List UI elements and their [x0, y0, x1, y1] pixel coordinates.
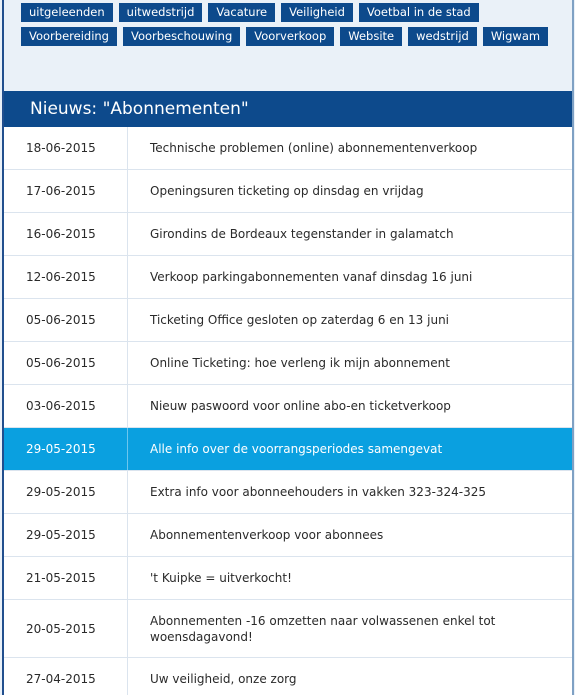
- news-date: 29-05-2015: [4, 428, 128, 470]
- news-row[interactable]: [4, 299, 572, 342]
- news-title-link[interactable]: Ticketing Office gesloten op zaterdag 6 en 13 juni: [150, 313, 450, 327]
- news-date: 05-06-2015: [4, 299, 128, 341]
- tag-link[interactable]: Voorbereiding: [21, 27, 117, 46]
- news-row-selected[interactable]: [4, 428, 572, 471]
- news-date: 12-06-2015: [4, 256, 128, 298]
- news-date: 16-06-2015: [4, 213, 128, 255]
- tag-cloud: [21, 3, 561, 51]
- news-title-link[interactable]: Verkoop parkingabonnementen vanaf dinsdag 16 juni: [150, 270, 473, 284]
- news-title-link[interactable]: Technische problemen (online) abonnementenverkoop: [150, 141, 478, 155]
- tag-link[interactable]: Wigwam: [483, 27, 548, 46]
- tag-link[interactable]: uitgeleenden: [21, 3, 113, 22]
- tag-link[interactable]: Voorbeschouwing: [123, 27, 240, 46]
- news-row[interactable]: [4, 342, 572, 385]
- news-date: 21-05-2015: [4, 557, 128, 599]
- tag-link[interactable]: Veiligheid: [281, 3, 353, 22]
- news-date: 03-06-2015: [4, 385, 128, 427]
- news-row[interactable]: [4, 557, 572, 600]
- tag-link[interactable]: Voetbal in de stad: [359, 3, 479, 22]
- news-title-link[interactable]: Uw veiligheid, onze zorg: [150, 672, 297, 686]
- tag-link[interactable]: Vacature: [208, 3, 275, 22]
- news-row[interactable]: [4, 471, 572, 514]
- news-row[interactable]: [4, 514, 572, 557]
- news-date: 17-06-2015: [4, 170, 128, 212]
- news-title-link[interactable]: 't Kuipke = uitverkocht!: [150, 571, 292, 585]
- news-date: 29-05-2015: [4, 514, 128, 556]
- tag-link[interactable]: wedstrijd: [408, 27, 477, 46]
- tag-row-1: [21, 3, 561, 22]
- news-title-link[interactable]: Girondins de Bordeaux tegenstander in galamatch: [150, 227, 454, 241]
- tag-link[interactable]: Voorverkoop: [246, 27, 334, 46]
- news-title-link[interactable]: Abonnementenverkoop voor abonnees: [150, 528, 384, 542]
- tag-link[interactable]: uitwedstrijd: [119, 3, 203, 22]
- section-title: Nieuws: "Abonnementen": [4, 91, 572, 127]
- news-date: 20-05-2015: [4, 600, 128, 657]
- news-title-link[interactable]: Abonnementen -16 omzetten naar volwassenen enkel tot woensdagavond!: [150, 613, 496, 644]
- news-row[interactable]: [4, 385, 572, 428]
- tag-row-2: [21, 27, 561, 46]
- news-row[interactable]: [4, 213, 572, 256]
- news-date: 29-05-2015: [4, 471, 128, 513]
- news-date: 27-04-2015: [4, 658, 128, 695]
- right-border: [572, 0, 574, 695]
- news-row[interactable]: [4, 256, 572, 299]
- news-title-link[interactable]: Extra info voor abonneehouders in vakken 323-324-325: [150, 485, 487, 499]
- news-row[interactable]: [4, 600, 572, 658]
- news-row[interactable]: [4, 170, 572, 213]
- news-title-link[interactable]: Openingsuren ticketing op dinsdag en vrijdag: [150, 184, 424, 198]
- tag-link[interactable]: Website: [340, 27, 402, 46]
- news-title-link[interactable]: Alle info over de voorrangsperiodes samengevat: [150, 442, 443, 456]
- news-date: 05-06-2015: [4, 342, 128, 384]
- news-title-link[interactable]: Nieuw paswoord voor online abo-en ticketverkoop: [150, 399, 451, 413]
- news-title-link[interactable]: Online Ticketing: hoe verleng ik mijn abonnement: [150, 356, 450, 370]
- news-list: [4, 127, 572, 695]
- news-row[interactable]: [4, 658, 572, 695]
- news-row[interactable]: [4, 127, 572, 170]
- news-date: 18-06-2015: [4, 127, 128, 169]
